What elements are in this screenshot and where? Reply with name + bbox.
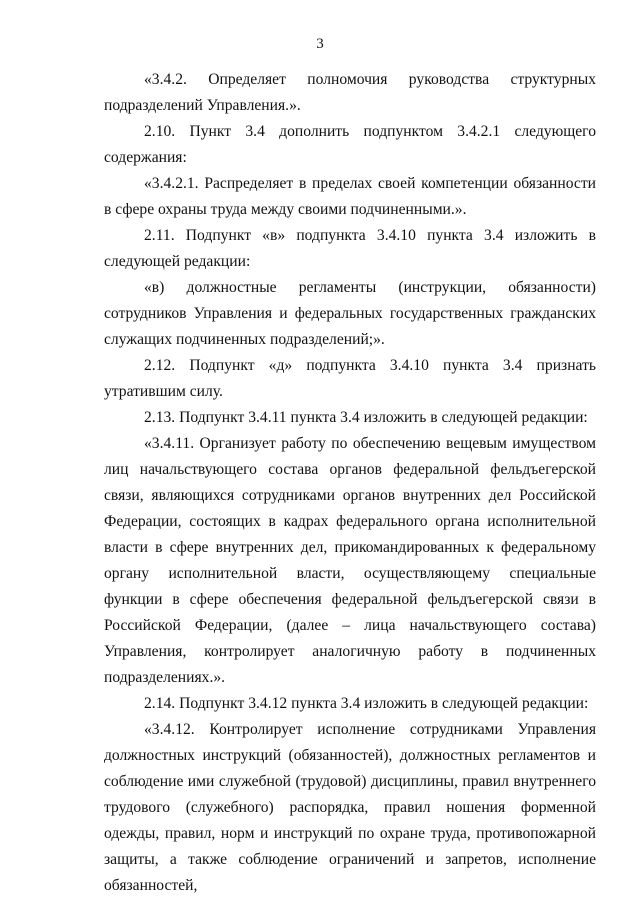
paragraph-2-12: 2.12. Подпункт «д» подпункта 3.4.10 пункта 3.4 признать утратившим силу. <box>104 357 596 400</box>
page-number: 3 <box>316 36 324 52</box>
paragraph-2-14: 2.14. Подпункт 3.4.12 пункта 3.4 изложить в следующей редакции: <box>144 695 589 712</box>
document-body <box>104 67 596 899</box>
paragraph-3-4-2: «3.4.2. Определяет полномочия руководства структурных подразделений Управления.». <box>104 71 596 114</box>
paragraph-3-4-2-1: «3.4.2.1. Распределяет в пределах своей компетенции обязанности в сфере охраны труда между своими подчиненными.». <box>104 175 596 218</box>
paragraph-subitem-v: «в) должностные регламенты (инструкции, обязанности) сотрудников Управления и федеральных государственных гражданских служащих подчиненных подразделений;». <box>104 279 596 348</box>
paragraph-3-4-11: «3.4.11. Организует работу по обеспечению вещевым имуществом лиц начальствующего состава органов федеральной фельдъегерской связи, являющихся сотрудниками органов внутренних дел Российской Федерации, состоящих в кадрах федерального органа исполнительной власти в сфере внутренних дел, прикомандированных к федеральному органу исполнительной власти, осуществляющему специальные функции в сфере обеспечения федеральной фельдъегерской связи в Российской Федерации, (далее – лица начальствующего состава) Управления, контролирует аналогичную работу в подчиненных подразделениях.». <box>104 435 596 686</box>
paragraph-3-4-12: «3.4.12. Контролирует исполнение сотрудниками Управления должностных инструкций (обязанностей), должностных регламентов и соблюдение ими служебной (трудовой) дисциплины, правил внутреннего трудового (служебного) распорядка, правил ношения форменной одежды, правил, норм и инструкций по охране труда, противопожарной защиты, а также соблюдение ограничений и запретов, исполнение обязанностей, <box>104 721 596 894</box>
paragraph-2-10: 2.10. Пункт 3.4 дополнить подпунктом 3.4.2.1 следующего содержания: <box>104 123 596 166</box>
paragraph-2-13: 2.13. Подпункт 3.4.11 пункта 3.4 изложить в следующей редакции: <box>144 409 588 426</box>
paragraph-2-11: 2.11. Подпункт «в» подпункта 3.4.10 пункта 3.4 изложить в следующей редакции: <box>104 227 596 270</box>
